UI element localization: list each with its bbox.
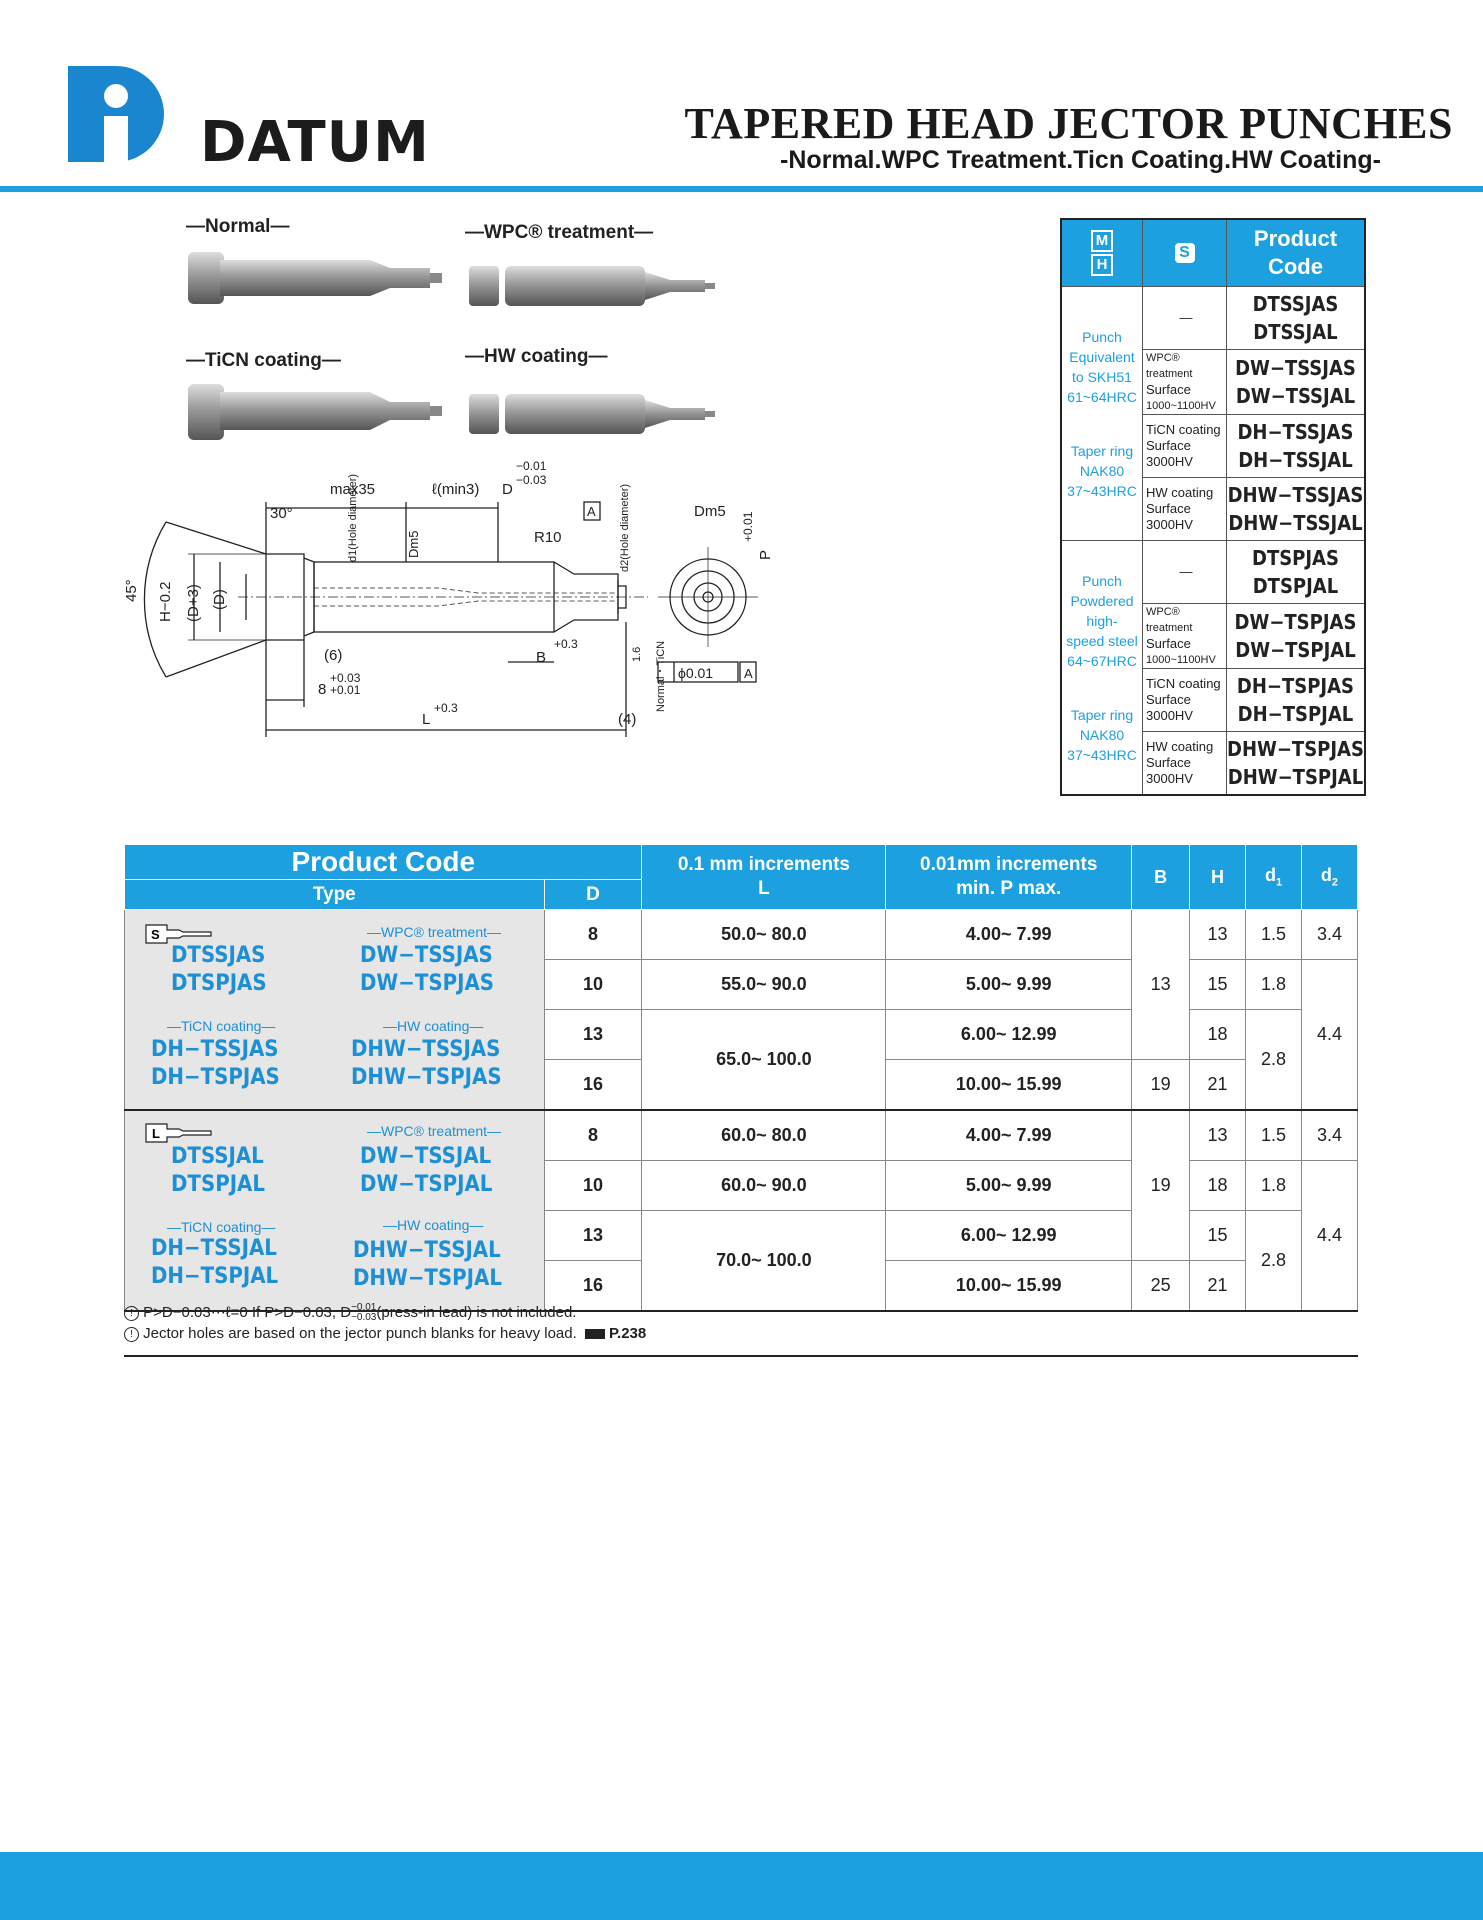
- footer-bar: [0, 1852, 1483, 1920]
- cell-d2: 4.4: [1301, 1161, 1357, 1312]
- hw-label: —HW coating—: [383, 1217, 484, 1233]
- wpc-label: —WPC® treatment—: [367, 1123, 502, 1139]
- spec-material-line: speed steel: [1066, 632, 1138, 649]
- dim-max35: max35: [330, 481, 376, 498]
- dim-d3: (D+3): [185, 584, 202, 622]
- cell-p: 10.00~ 15.99: [886, 1261, 1132, 1312]
- technical-drawing: [118, 459, 774, 742]
- th-product-code: Product Code: [125, 845, 642, 880]
- header-rule: [0, 186, 1483, 192]
- concentricity: ϕ0.01: [678, 665, 714, 681]
- cell-p: 5.00~ 9.99: [886, 960, 1132, 1010]
- punch-photo-wpc: [465, 258, 725, 318]
- cell-h: 18: [1190, 1010, 1246, 1060]
- th-b: B: [1132, 845, 1190, 910]
- cell-d: 13: [544, 1010, 642, 1060]
- punch-photo-hw: [465, 386, 725, 446]
- dim-eight-tol-top: +0.03: [330, 671, 361, 685]
- cell-h: 18: [1190, 1161, 1246, 1211]
- cell-p: 10.00~ 15.99: [886, 1060, 1132, 1111]
- spec-head-mh: [1061, 219, 1143, 287]
- th-h: H: [1190, 845, 1246, 910]
- spec-material-line: Taper ring: [1070, 442, 1134, 459]
- cell-d: 13: [544, 1211, 642, 1261]
- dim-b: B: [536, 649, 547, 666]
- page-title: TAPERED HEAD JECTOR PUNCHES: [684, 99, 1453, 148]
- spec-code-cell: DW−TSPJAS DW−TSPJAL: [1227, 604, 1365, 669]
- dim-l: L: [422, 711, 431, 728]
- dim-dm5: Dm5: [406, 530, 421, 558]
- cell-d1: 2.8: [1246, 1010, 1302, 1111]
- spec-material-2: [1061, 541, 1143, 796]
- th-d: D: [544, 880, 642, 910]
- dim-d-tol-top: −0.01: [516, 459, 547, 473]
- cell-h: 15: [1190, 960, 1246, 1010]
- material-spec-table: [1060, 218, 1366, 796]
- page-ref[interactable]: P.238: [608, 1325, 647, 1343]
- spec-material-line: 37~43HRC: [1067, 482, 1137, 499]
- type-cell-s: [125, 910, 545, 1111]
- code-hw: DHW−TSSJAS DHW−TSPJAS: [351, 1037, 502, 1090]
- cell-p: 4.00~ 7.99: [886, 1110, 1132, 1161]
- ticn-label: —TiCN coating—: [167, 1219, 276, 1235]
- short-punch-icon: [145, 924, 215, 944]
- notes-rule: [124, 1355, 1358, 1357]
- dim-l-tol: +0.3: [434, 701, 458, 715]
- h-badge: H: [1091, 254, 1113, 276]
- caption-hw: —HW coating—: [465, 346, 608, 367]
- dim-h: H−0.2: [157, 581, 174, 622]
- dim-six: (6): [324, 647, 343, 664]
- dim-angle45: 45°: [123, 579, 140, 602]
- code-normal: DTSSJAL DTSPJAL: [171, 1144, 265, 1197]
- spec-material-1: [1061, 287, 1143, 541]
- hw-label: —HW coating—: [383, 1018, 484, 1034]
- cell-p: 6.00~ 12.99: [886, 1211, 1132, 1261]
- cell-p: 4.00~ 7.99: [886, 910, 1132, 960]
- dim-p: P: [757, 549, 774, 560]
- dim-four: (4): [618, 711, 637, 728]
- cell-l: 65.0~ 100.0: [642, 1010, 886, 1111]
- dim-eight: 8: [318, 681, 327, 698]
- cell-d2: 3.4: [1301, 1110, 1357, 1161]
- spec-treat: WPC® treatment Surface 1000~1100HV: [1143, 604, 1227, 669]
- spec-code-cell: DW−TSSJAS DW−TSSJAL: [1227, 350, 1365, 415]
- punch-photo-ticn: [180, 370, 450, 450]
- spec-treat: HW coating Surface 3000HV: [1143, 732, 1227, 796]
- cell-d: 16: [544, 1060, 642, 1111]
- dim-d-tol-bot: −0.03: [516, 473, 547, 487]
- cell-b: 13: [1132, 910, 1190, 1060]
- cell-l: 70.0~ 100.0: [642, 1211, 886, 1312]
- notes: [124, 1302, 646, 1344]
- dim-d2: d2(Hole diameter): [619, 483, 631, 572]
- spec-material-line: Punch: [1082, 328, 1122, 345]
- note-icon: !: [124, 1306, 139, 1321]
- cell-l: 60.0~ 80.0: [642, 1110, 886, 1161]
- spec-material-line: 37~43HRC: [1067, 746, 1137, 763]
- spec-code-cell: DHW−TSSJAS DHW−TSSJAL: [1227, 478, 1365, 541]
- spec-head-s: S: [1143, 219, 1227, 287]
- cell-d: 8: [544, 1110, 642, 1161]
- th-d2: $d_2$: [1301, 845, 1357, 910]
- cell-d2: 4.4: [1301, 960, 1357, 1111]
- note-2: ! Jector holes are based on the jector punch blanks for heavy load. P.238: [124, 1323, 646, 1344]
- spec-code-cell: DH−TSSJAS DH−TSSJAL: [1227, 415, 1365, 478]
- code-wpc: DW−TSSJAL DW−TSPJAL: [360, 1144, 493, 1197]
- punch-photo-normal: [180, 238, 450, 318]
- spec-material-line: Punch: [1082, 572, 1122, 589]
- dim-r10: R10: [534, 529, 562, 546]
- spec-code-cell: DHW−TSPJAS DHW−TSPJAL: [1227, 732, 1365, 796]
- spec-code-cell: DTSPJAS DTSPJAL: [1227, 541, 1365, 604]
- note-icon: !: [124, 1327, 139, 1342]
- dim-eight-tol-bot: +0.01: [330, 683, 361, 697]
- cell-l: 55.0~ 90.0: [642, 960, 886, 1010]
- cell-p: 5.00~ 9.99: [886, 1161, 1132, 1211]
- spec-treat: —: [1143, 287, 1227, 350]
- finish-note: Normal・TiCN: [655, 640, 667, 712]
- cell-d1: 1.8: [1246, 960, 1302, 1010]
- spec-treat: —: [1143, 541, 1227, 604]
- dim-dm5-end: Dm5: [694, 503, 726, 520]
- spec-treat: TiCN coating Surface 3000HV: [1143, 669, 1227, 732]
- cell-h: 21: [1190, 1060, 1246, 1111]
- cell-h: 15: [1190, 1211, 1246, 1261]
- caption-ticn: —TiCN coating—: [186, 350, 341, 371]
- page-subtitle: -Normal.WPC Treatment.Ticn Coating.HW Coating-: [780, 146, 1381, 174]
- code-hw: DHW−TSSJAL DHW−TSPJAL: [353, 1238, 502, 1291]
- spec-material-line: NAK80: [1079, 462, 1125, 479]
- m-badge: M: [1091, 230, 1113, 252]
- product-code-table: [124, 844, 1358, 1312]
- cell-d: 8: [544, 910, 642, 960]
- code-ticn: DH−TSSJAL DH−TSPJAL: [151, 1236, 279, 1289]
- spec-material-line: Powdered high-: [1070, 592, 1134, 629]
- dim-p-tol: +0.01: [741, 511, 755, 542]
- code-ticn: DH−TSSJAS DH−TSPJAS: [151, 1037, 280, 1090]
- spec-treat: HW coating Surface 3000HV: [1143, 478, 1227, 541]
- datum-logo: [66, 66, 166, 166]
- th-p: 0.01mm increments min. P max.: [886, 845, 1132, 910]
- datum-a: A: [587, 504, 596, 519]
- cell-d: 10: [544, 960, 642, 1010]
- dim-d-paren: (D): [211, 589, 228, 610]
- dim-d: D: [502, 481, 513, 498]
- spec-material-line: Equivalent: [1069, 348, 1135, 365]
- cell-p: 6.00~ 12.99: [886, 1010, 1132, 1060]
- cell-b: 19: [1132, 1060, 1190, 1111]
- code-normal: DTSSJAS DTSPJAS: [171, 943, 267, 996]
- th-l: 0.1 mm increments L: [642, 845, 886, 910]
- cell-h: 21: [1190, 1261, 1246, 1312]
- note-1: ! P>D−0.03⋯ℓ=0 If P>D−0.03, D −0.01 −0.03 (press-in lead) is not included.: [124, 1302, 646, 1323]
- cell-b: 19: [1132, 1110, 1190, 1261]
- spec-code-cell: DH−TSPJAS DH−TSPJAL: [1227, 669, 1365, 732]
- type-cell-l: [125, 1110, 545, 1311]
- spec-material-line: 61~64HRC: [1067, 388, 1137, 405]
- th-d1: $d_1$: [1246, 845, 1302, 910]
- dim-b-tol: +0.3: [554, 637, 578, 651]
- svg-text:L: L: [152, 1126, 160, 1141]
- cell-l: 50.0~ 80.0: [642, 910, 886, 960]
- finish: 1.6: [631, 646, 643, 662]
- svg-text:S: S: [151, 927, 160, 942]
- dim-angle30: 30°: [270, 505, 293, 522]
- datum-a-ref: A: [744, 666, 753, 681]
- caption-normal: —Normal—: [186, 216, 290, 237]
- cell-b: 25: [1132, 1261, 1190, 1312]
- spec-material-line: 64~67HRC: [1067, 652, 1137, 669]
- spec-head-code: Product Code: [1227, 219, 1365, 287]
- caption-wpc: —WPC® treatment—: [465, 222, 654, 243]
- pointing-hand-icon: [585, 1329, 605, 1339]
- cell-d1: 2.8: [1246, 1211, 1302, 1312]
- cell-d2: 3.4: [1301, 910, 1357, 960]
- th-type: Type: [125, 880, 545, 910]
- code-wpc: DW−TSSJAS DW−TSPJAS: [360, 943, 495, 996]
- spec-code-cell: DTSSJAS DTSSJAL: [1227, 287, 1365, 350]
- cell-d: 10: [544, 1161, 642, 1211]
- spec-treat: TiCN coating Surface 3000HV: [1143, 415, 1227, 478]
- spec-material-line: to SKH51: [1072, 368, 1132, 385]
- spec-material-line: Taper ring: [1070, 706, 1134, 723]
- ticn-label: —TiCN coating—: [167, 1018, 276, 1034]
- cell-d: 16: [544, 1261, 642, 1312]
- long-punch-icon: [145, 1123, 215, 1143]
- cell-d1: 1.5: [1246, 1110, 1302, 1161]
- spec-material-line: NAK80: [1079, 726, 1125, 743]
- cell-d1: 1.5: [1246, 910, 1302, 960]
- dim-lmin: ℓ(min3): [432, 481, 480, 498]
- cell-h: 13: [1190, 910, 1246, 960]
- cell-d1: 1.8: [1246, 1161, 1302, 1211]
- cell-h: 13: [1190, 1110, 1246, 1161]
- wpc-label: —WPC® treatment—: [367, 924, 502, 940]
- cell-l: 60.0~ 90.0: [642, 1161, 886, 1211]
- spec-treat: WPC® treatment Surface 1000~1100HV: [1143, 350, 1227, 415]
- dim-d1: d1(Hole diameter): [347, 473, 359, 562]
- brand-name: DATUM: [200, 110, 430, 175]
